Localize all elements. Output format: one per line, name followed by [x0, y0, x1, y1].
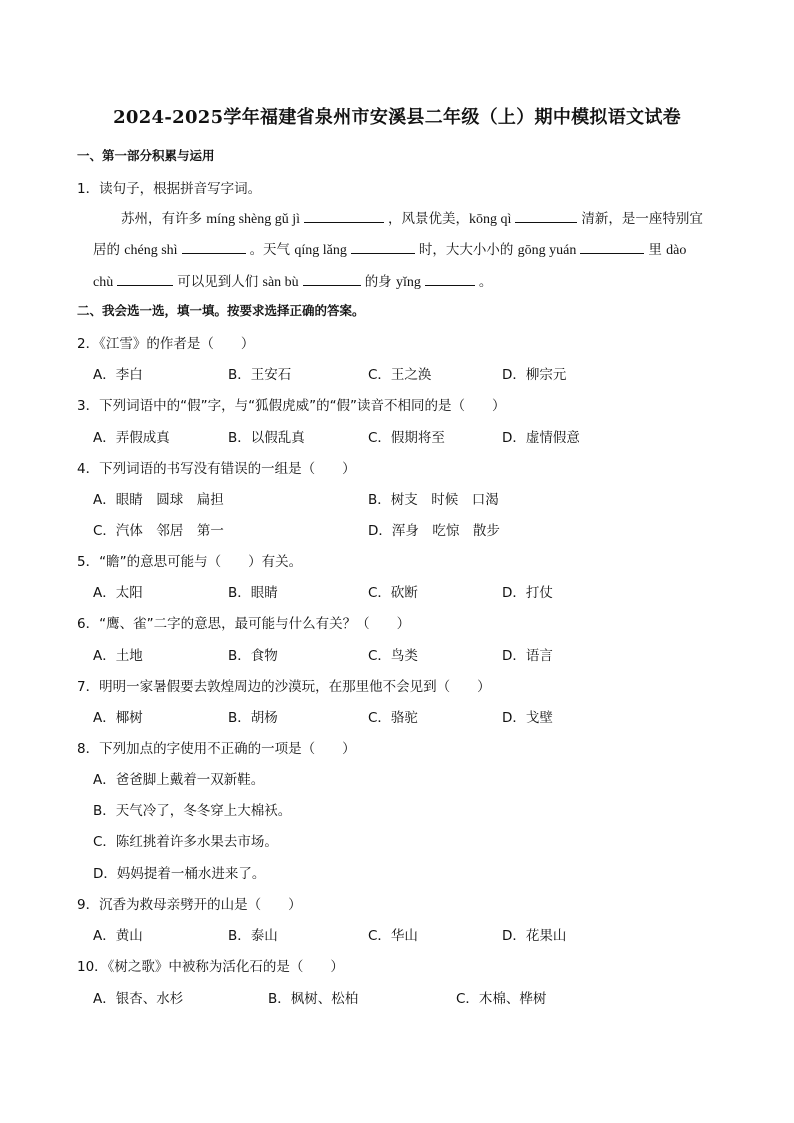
option[interactable]: C．华山 [368, 928, 418, 944]
option[interactable]: B．泰山 [228, 928, 278, 944]
option[interactable]: D．语言 [502, 648, 553, 664]
answer-blank[interactable] [351, 241, 415, 254]
option[interactable]: C．陈红挑着许多水果去市场。 [93, 834, 278, 850]
option[interactable]: A．土地 [93, 648, 143, 664]
option[interactable]: C．木棉、桦树 [456, 991, 547, 1007]
answer-blank[interactable] [117, 273, 173, 286]
question-9-stem: 9．沉香为救母亲劈开的山是（ ） [77, 897, 302, 913]
text-fragment: 时，大大小小的 [418, 242, 518, 258]
section-heading-1: 一、第一部分积累与运用 [77, 148, 215, 163]
question-2-stem: 2．《江雪》的作者是（ ） [77, 336, 255, 352]
text-fragment: 居的 [93, 242, 125, 258]
option[interactable]: C．骆驼 [368, 710, 418, 726]
text-fragment: 里 [648, 242, 667, 258]
pinyin: kōng qì [469, 212, 512, 227]
option[interactable]: A．银杏、水杉 [93, 991, 184, 1007]
text-fragment: 。天气 [249, 242, 295, 258]
option[interactable]: B．以假乱真 [228, 430, 305, 446]
question-10-stem: 10．《树之歌》中被称为活化石的是（ ） [77, 959, 344, 975]
option[interactable]: D．花果山 [502, 928, 567, 944]
answer-blank[interactable] [425, 273, 475, 286]
option[interactable]: D．虚情假意 [502, 430, 580, 446]
option[interactable]: A．眼睛 圆球 扁担 [93, 492, 224, 508]
answer-blank[interactable] [304, 210, 384, 223]
option[interactable]: D．打仗 [502, 585, 553, 601]
option[interactable]: D．柳宗元 [502, 367, 567, 383]
option[interactable]: D．浑身 吃惊 散步 [368, 523, 500, 539]
option[interactable]: C．假期将至 [368, 430, 445, 446]
text-fragment: 。 [478, 274, 493, 290]
option[interactable]: A．黄山 [93, 928, 143, 944]
option[interactable]: B．王安石 [228, 367, 292, 383]
answer-blank[interactable] [515, 210, 577, 223]
option[interactable]: A．李白 [93, 367, 143, 383]
question-3-stem: 3．下列词语中的“假”字，与“狐假虎威”的“假”读音不相同的是（ ） [77, 398, 506, 414]
answer-blank[interactable] [580, 241, 644, 254]
pinyin: dào [666, 243, 687, 258]
option[interactable]: B．胡杨 [228, 710, 278, 726]
option[interactable]: B．天气冷了，冬冬穿上大棉袄。 [93, 803, 292, 819]
question-1-stem: 1．读句子，根据拼音写字词。 [77, 181, 262, 197]
option[interactable]: B．眼睛 [228, 585, 278, 601]
text-fragment: 可以见到人们 [177, 274, 263, 290]
page-title: 2024-2025学年福建省泉州市安溪县二年级（上）期中模拟语文试卷 [113, 107, 681, 128]
pinyin: chù [93, 275, 114, 290]
pinyin: qíng lǎng [294, 243, 347, 258]
text-fragment: ，风景优美， [388, 211, 470, 227]
pinyin: yǐng [395, 275, 421, 290]
option[interactable]: B．食物 [228, 648, 278, 664]
option[interactable]: A．太阳 [93, 585, 143, 601]
section-heading-2: 二、我会选一选，填一填。按要求选择正确的答案。 [77, 303, 365, 318]
option[interactable]: A．椰树 [93, 710, 143, 726]
question-1-line-3 [93, 270, 492, 291]
option[interactable]: C．鸟类 [368, 648, 418, 664]
option[interactable]: B．枫树、松柏 [268, 991, 359, 1007]
pinyin: gōng yuán [517, 243, 577, 258]
option[interactable]: D．妈妈提着一桶水进来了。 [93, 866, 266, 882]
question-1-line-2 [93, 238, 686, 259]
option[interactable]: C．砍断 [368, 585, 418, 601]
question-5-stem: 5．“瞻”的意思可能与（ ）有关。 [77, 554, 303, 570]
question-4-stem: 4．下列词语的书写没有错误的一组是（ ） [77, 461, 356, 477]
answer-blank[interactable] [303, 273, 361, 286]
option[interactable]: A．爸爸脚上戴着一双新鞋。 [93, 772, 265, 788]
option[interactable]: C．王之涣 [368, 367, 432, 383]
text-fragment: 的身 [364, 274, 396, 290]
question-1-line-1 [121, 207, 703, 228]
text-fragment: 苏州，有许多 [121, 211, 207, 227]
question-6-stem: 6．“鹰、雀”二字的意思，最可能与什么有关？（ ） [77, 616, 411, 632]
answer-blank[interactable] [182, 241, 246, 254]
pinyin: chéng shì [124, 243, 178, 258]
option[interactable]: A．弄假成真 [93, 430, 170, 446]
option[interactable]: B．树支 时候 口渴 [368, 492, 499, 508]
question-7-stem: 7．明明一家暑假要去敦煌周边的沙漠玩，在那里他不会见到（ ） [77, 679, 491, 695]
pinyin: sàn bù [262, 275, 299, 290]
pinyin: míng shèng gǔ jì [206, 212, 301, 227]
option[interactable]: D．戈壁 [502, 710, 553, 726]
text-fragment: 清新，是一座特别宜 [581, 211, 703, 227]
question-8-stem: 8．下列加点的字使用不正确的一项是（ ） [77, 741, 356, 757]
option[interactable]: C．汽体 邻居 第一 [93, 523, 224, 539]
